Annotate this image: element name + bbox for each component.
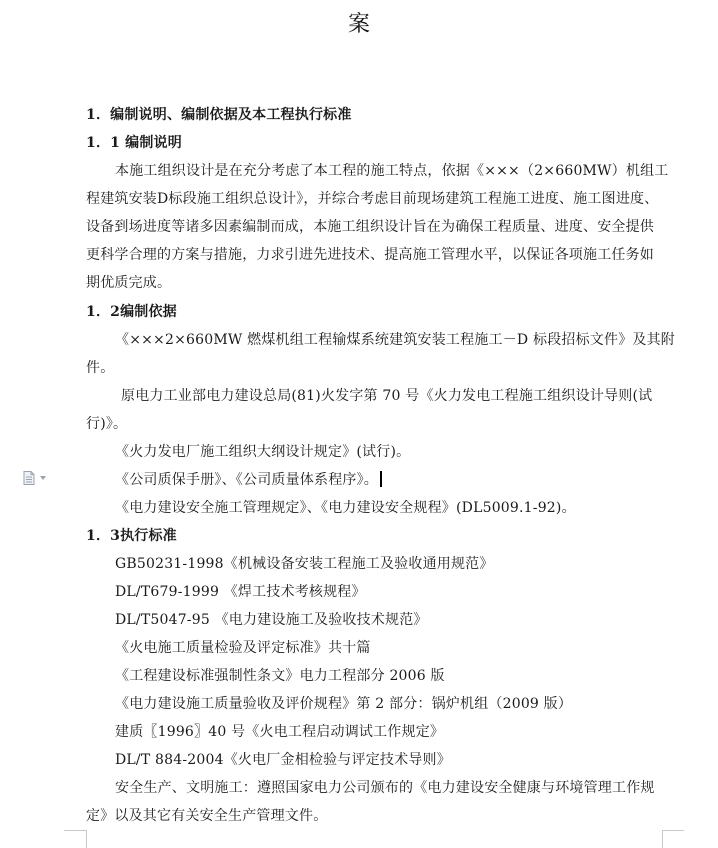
standard-item: DL/T5047-95 《电力建设施工及验收技术规范》 <box>115 612 428 628</box>
paragraph-line: 《火力发电厂施工组织大纲设计规定》(试行)。 <box>115 444 411 460</box>
document-icon[interactable] <box>23 471 35 485</box>
text-cursor <box>380 471 382 487</box>
page-corner-mark <box>64 830 86 831</box>
page-corner-mark <box>662 830 684 831</box>
paragraph-line: 期优质完成。 <box>86 275 172 291</box>
chevron-down-icon[interactable] <box>40 476 46 480</box>
standard-item: 建质〖1996〗40 号《火电工程启动调试工作规定》 <box>115 724 445 740</box>
standard-item: 《工程建设标准强制性条文》电力工程部分 2006 版 <box>115 668 445 684</box>
paragraph-line: 原电力工业部电力建设总局(81)火发字第 70 号《火力发电工程施工组织设计导则(试 <box>121 388 653 404</box>
paragraph-line: 定》以及其它有关安全生产管理文件。 <box>86 808 328 824</box>
standard-item: 《电力建设施工质量验收及评价规程》第 2 部分：锅炉机组（2009 版） <box>115 696 573 712</box>
subsection-heading-1-3: 1．3执行标准 <box>86 528 177 544</box>
paragraph-line: 《×××2×660MW 燃煤机组工程输煤系统建筑安装工程施工－D 标段招标文件》及其附 <box>115 332 675 348</box>
page-corner-mark <box>86 830 87 848</box>
standard-item: DL/T 884-2004《火电厂金相检验与评定技术导则》 <box>115 752 451 768</box>
paragraph-line: 更科学合理的方案与措施，力求引进先进技术、提高施工管理水平，以保证各项施工任务如 <box>86 247 654 263</box>
page-corner-mark <box>662 830 663 848</box>
subsection-heading-1-1: 1．1 编制说明 <box>86 135 182 151</box>
paragraph-line-with-cursor[interactable] <box>115 471 382 489</box>
paragraph-line: 本施工组织设计是在充分考虑了本工程的施工特点，依据《×××（2×660MW）机组工 <box>115 163 669 179</box>
paragraph-line: 设备到场进度等诸多因素编制而成，本施工组织设计旨在为确保工程质量、进度、安全提供 <box>86 219 654 235</box>
paragraph-line: 行)》。 <box>86 416 128 432</box>
paragraph-line: 安全生产、文明施工：遵照国家电力公司颁布的《电力建设安全健康与环境管理工作规 <box>115 780 655 796</box>
standard-item: DL/T679-1999 《焊工技术考核规程》 <box>115 584 366 600</box>
paragraph-line: 件。 <box>86 360 115 376</box>
standard-item: GB50231-1998《机械设备安装工程施工及验收通用规范》 <box>115 556 494 572</box>
page-title: 案 <box>347 12 370 37</box>
standard-item: 《火电施工质量检验及评定标准》共十篇 <box>115 640 371 656</box>
section-heading-1: 1．编制说明、编制依据及本工程执行标准 <box>86 107 352 123</box>
paragraph-text: 《公司质保手册》、《公司质量体系程序》。 <box>115 472 378 488</box>
subsection-heading-1-2: 1．2编制依据 <box>86 304 177 320</box>
paragraph-line: 程建筑安装D标段施工组织总设计》，并综合考虑目前现场建筑工程施工进度、施工图进度、 <box>86 191 659 207</box>
paragraph-line: 《电力建设安全施工管理规定》、《电力建设安全规程》(DL5009.1-92)。 <box>115 500 576 516</box>
